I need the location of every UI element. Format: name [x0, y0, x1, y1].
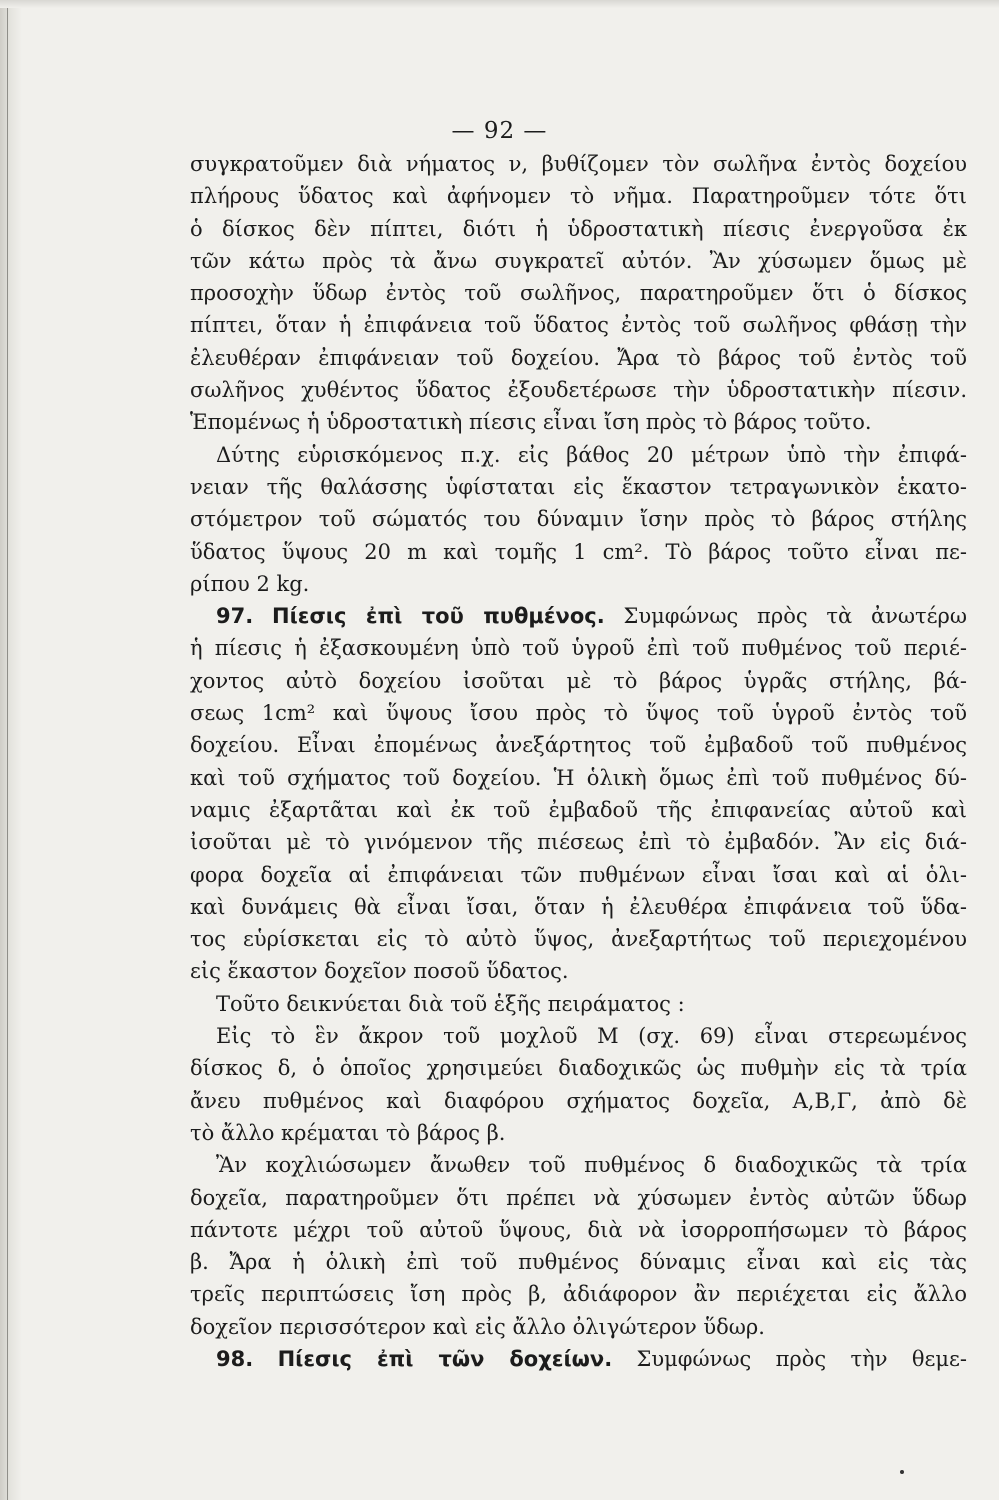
top-edge-shadow: [0, 0, 999, 8]
text-line: ἐλευθέραν ἐπιφάνειαν τοῦ δοχείου. Ἄρα τὸ βάρος τοῦ ἐντὸς τοῦ: [190, 345, 967, 370]
text-line: Δύτης εὑρισκόμενος π.χ. εἰς βάθος 20 μέτρων ὑπὸ τὴν ἐπιφά-: [216, 442, 967, 467]
text-line: δοχεῖα, παρατηροῦμεν ὅτι πρέπει νὰ χύσωμεν ἐντὸς αὐτῶν ὕδωρ: [190, 1185, 967, 1210]
text-line: Ἑπομένως ἡ ὑδροστατικὴ πίεσις εἶναι ἴση πρὸς τὸ βάρος τοῦτο.: [190, 410, 872, 435]
text-line: δοχείου. Εἶναι ἐπομένως ἀνεξάρτητος τοῦ ἐμβαδοῦ τοῦ πυθμένος: [190, 733, 967, 758]
page-binding-shadow: [0, 0, 22, 1500]
text-line: β. Ἄρα ἡ ὁλικὴ ἐπὶ τοῦ πυθμένος δύναμις εἶναι καὶ εἰς τὰς: [190, 1250, 967, 1275]
text-line: τρεῖς περιπτώσεις ἴση πρὸς β, ἀδιάφορον ἂν περιέχεται εἰς ἄλλο: [190, 1282, 967, 1307]
text-line: χοντος αὐτὸ δοχείου ἰσοῦται μὲ τὸ βάρος ὑγρᾶς στήλης, βά-: [190, 668, 967, 693]
text-line: καὶ δυνάμεις θὰ εἶναι ἴσαι, ὅταν ἡ ἐλευθέρα ἐπιφάνεια τοῦ ὕδα-: [190, 894, 967, 919]
text-line: πίπτει, ὅταν ἡ ἐπιφάνεια τοῦ ὕδατος ἐντὸς τοῦ σωλῆνος φθάσῃ τὴν: [190, 313, 967, 338]
text-line: νειαν τῆς θαλάσσης ὑφίσταται εἰς ἕκαστον τετραγωνικὸν ἑκατο-: [190, 474, 967, 499]
text-line: ἰσοῦται μὲ τὸ γινόμενον τῆς πιέσεως ἐπὶ τὸ ἐμβαδόν. Ἂν εἰς διά-: [190, 830, 967, 855]
text-line: ναμις ἐξαρτᾶται καὶ ἐκ τοῦ ἐμβαδοῦ τῆς ἐπιφανείας αὐτοῦ καὶ: [190, 797, 967, 822]
text-span: Συμφώνως πρὸς τὰ ἀνωτέρω: [623, 604, 967, 629]
text-line: σωλῆνος χυθέντος ὕδατος ἐξουδετέρωσε τὴν ὑδροστατικὴν πίεσιν.: [190, 378, 967, 403]
text-line: ὁ δίσκος δὲν πίπτει, διότι ἡ ὑδροστατικὴ πίεσις ἐνεργοῦσα ἐκ: [190, 216, 967, 241]
section-97-title: Πίεσις ἐπὶ τοῦ πυθμένος.: [272, 604, 605, 629]
text-line: δίσκος δ, ὁ ὁποῖος χρησιμεύει διαδοχικῶς ὡς πυθμὴν εἰς τὰ τρία: [190, 1056, 967, 1081]
text-line: προσοχὴν ὕδωρ ἐντὸς τοῦ σωλῆνος, παρατηροῦμεν ὅτι ὁ δίσκος: [190, 281, 967, 306]
text-line: Τοῦτο δεικνύεται διὰ τοῦ ἑξῆς πειράματος :: [216, 991, 685, 1016]
text-line: εἰς ἕκαστον δοχεῖον ποσοῦ ὕδατος.: [190, 959, 569, 984]
section-98-line: [190, 1343, 967, 1375]
text-line: καὶ τοῦ σχήματος τοῦ δοχείου. Ἡ ὁλικὴ ὅμως ἐπὶ τοῦ πυθμένος δύ-: [190, 765, 967, 790]
section-97-line: [190, 600, 967, 632]
section-98-number: 98.: [216, 1346, 254, 1371]
text-line: τος εὑρίσκεται εἰς τὸ αὐτὸ ὕψος, ἀνεξαρτήτως τοῦ περιεχομένου: [190, 927, 967, 952]
text-line: σεως 1cm² καὶ ὕψους ἴσου πρὸς τὸ ὕψος τοῦ ὑγροῦ ἐντὸς τοῦ: [190, 701, 967, 726]
text-line: ρίπου 2 kg.: [190, 571, 310, 596]
text-line: τὸ ἄλλο κρέμαται τὸ βάρος β.: [190, 1120, 506, 1145]
body-text: [190, 148, 967, 1375]
binding-edge-line: [7, 0, 8, 1500]
text-line: πάντοτε μέχρι τοῦ αὐτοῦ ὕψους, διὰ νὰ ἰσορροπήσωμεν τὸ βάρος: [190, 1217, 967, 1242]
text-line: δοχεῖον περισσότερον καὶ εἰς ἄλλο ὀλιγώτερον ὕδωρ.: [190, 1314, 765, 1339]
text-span: Συμφώνως πρὸς τὴν θεμε-: [636, 1346, 967, 1371]
text-line: πλήρους ὕδατος καὶ ἀφήνομεν τὸ νῆμα. Παρατηροῦμεν τότε ὅτι: [190, 184, 967, 209]
section-98-title: Πίεσις ἐπὶ τῶν δοχείων.: [277, 1346, 613, 1371]
text-line: φορα δοχεῖα αἱ ἐπιφάνειαι τῶν πυθμένων εἶναι ἴσαι καὶ αἱ ὁλι-: [190, 862, 967, 887]
text-line: Ἂν κοχλιώσωμεν ἄνωθεν τοῦ πυθμένος δ διαδοχικῶς τὰ τρία: [216, 1153, 967, 1178]
text-line: Εἰς τὸ ἓν ἄκρον τοῦ μοχλοῦ Μ (σχ. 69) εἶναι στερεωμένος: [216, 1024, 967, 1049]
section-97-number: 97.: [216, 604, 254, 629]
text-line: ἡ πίεσις ἡ ἐξασκουμένη ὑπὸ τοῦ ὑγροῦ ἐπὶ τοῦ πυθμένος τοῦ περιέ-: [190, 636, 967, 661]
text-line: στόμετρον τοῦ σώματός του δύναμιν ἴσην πρὸς τὸ βάρος στήλης: [190, 507, 967, 532]
ink-speck: [900, 1470, 904, 1474]
text-line: ἄνευ πυθμένος καὶ διαφόρου σχήματος δοχεῖα, Α,Β,Γ, ἀπὸ δὲ: [190, 1088, 967, 1113]
text-line: τῶν κάτω πρὸς τὰ ἄνω συγκρατεῖ αὐτόν. Ἂν χύσωμεν ὅμως μὲ: [190, 248, 967, 273]
text-line: συγκρατοῦμεν διὰ νήματος ν, βυθίζομεν τὸν σωλῆνα ἐντὸς δοχείου: [190, 152, 967, 176]
text-line: ὕδατος ὕψους 20 m καὶ τομῆς 1 cm². Τὸ βάρος τοῦτο εἶναι πε-: [190, 539, 967, 564]
page-number: — 92 —: [451, 118, 548, 144]
